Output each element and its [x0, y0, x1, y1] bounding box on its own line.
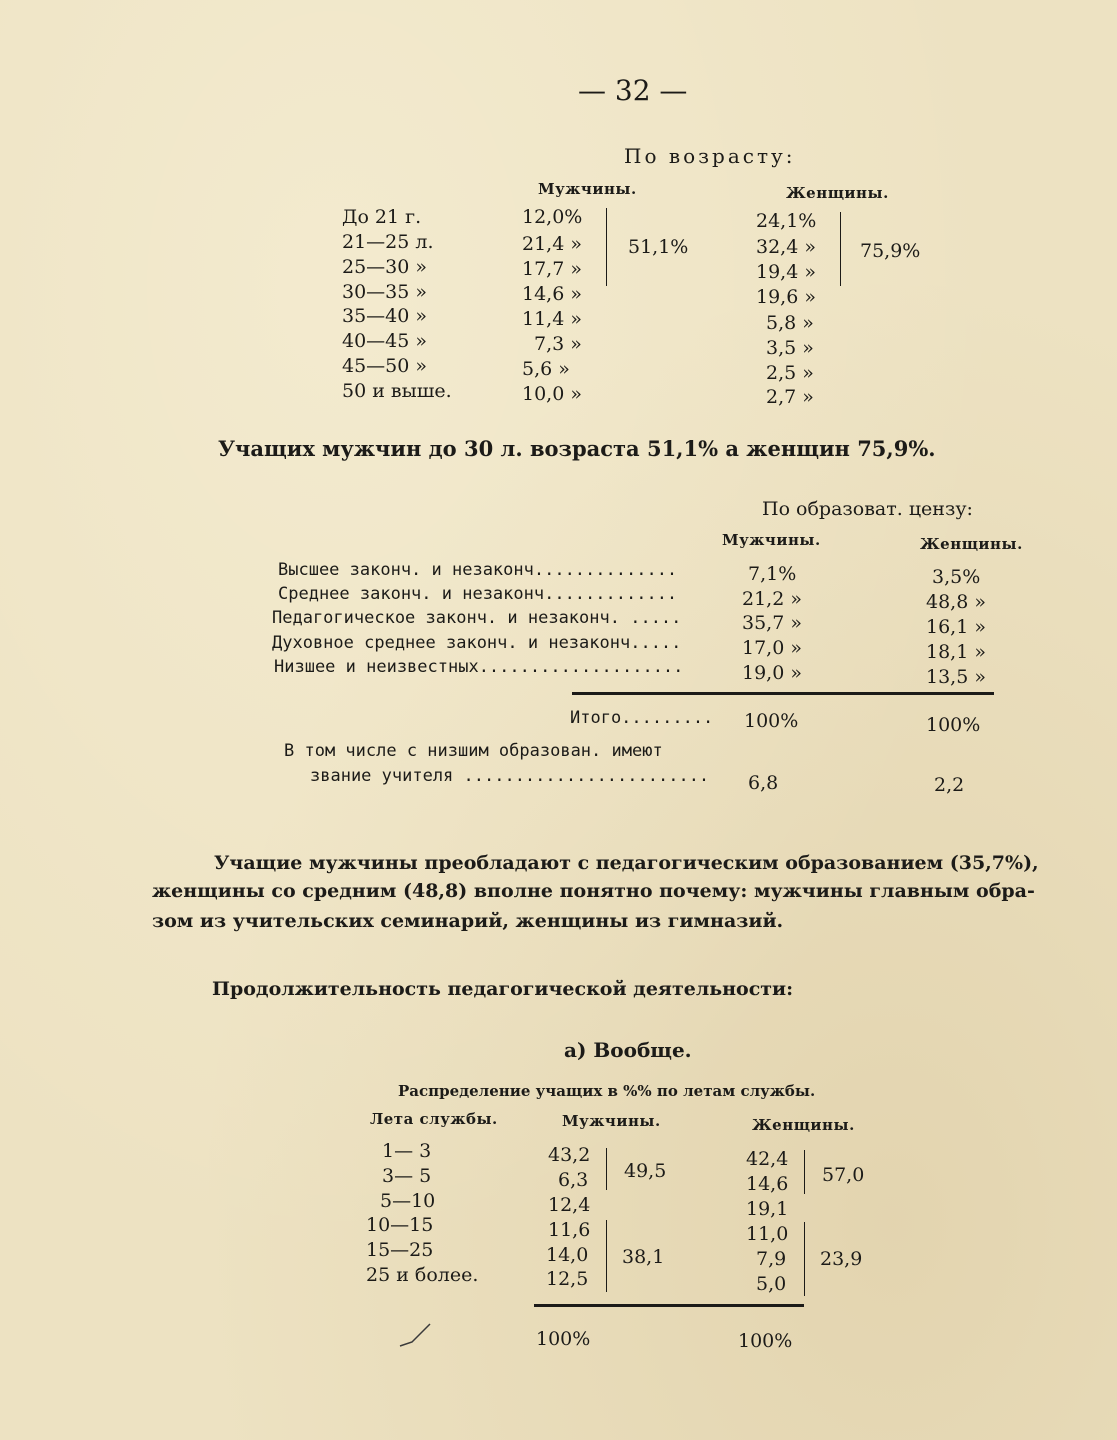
- duration-row-men: 6,3: [558, 1169, 589, 1191]
- duration-row-label: 15—25: [366, 1239, 434, 1261]
- duration-heading: Продолжительность педагогической деятельности:: [212, 978, 794, 1000]
- education-row-men: 7,1%: [748, 563, 797, 585]
- education-total-label: Итого.........: [570, 708, 714, 728]
- duration-women-brace-bottom: [798, 1222, 805, 1296]
- education-total-rule: [572, 692, 994, 695]
- age-row-label: 45—50 »: [342, 355, 428, 377]
- pencil-mark-icon: [398, 1320, 434, 1350]
- duration-men-brace-bottom: [600, 1220, 607, 1292]
- age-row-label: 30—35 »: [342, 281, 428, 303]
- page-number: — 32 —: [578, 74, 688, 107]
- education-note-men: 6,8: [748, 772, 779, 794]
- age-row-men: 12,0%: [522, 206, 583, 228]
- education-row-label: Высшее законч. и незаконч..............: [278, 560, 678, 580]
- duration-row-women: 42,4: [746, 1148, 789, 1170]
- age-row-women: 19,4 »: [756, 261, 816, 283]
- education-total-women: 100%: [926, 714, 981, 736]
- age-row-women: 5,8 »: [766, 312, 814, 334]
- age-row-women: 2,7 »: [766, 386, 814, 408]
- duration-col-women: Женщины.: [752, 1116, 855, 1134]
- age-row-men: 5,6 »: [522, 358, 570, 380]
- age-women-sum: 75,9%: [860, 240, 921, 262]
- age-row-label: 50 и выше.: [342, 380, 452, 402]
- duration-row-women: 19,1: [746, 1198, 789, 1220]
- education-row-men: 17,0 »: [742, 637, 802, 659]
- duration-women-brace-top: [798, 1150, 805, 1194]
- duration-row-women: 14,6: [746, 1173, 789, 1195]
- age-row-label: 25—30 »: [342, 256, 428, 278]
- duration-men-sum-top: 49,5: [624, 1160, 667, 1182]
- age-row-women: 3,5 »: [766, 337, 814, 359]
- duration-row-label: 5—10: [380, 1190, 436, 1212]
- age-row-men: 21,4 »: [522, 233, 582, 255]
- education-row-men: 21,2 »: [742, 588, 802, 610]
- duration-row-label: 25 и более.: [366, 1264, 479, 1286]
- duration-women-sum-bottom: 23,9: [820, 1248, 863, 1270]
- age-row-label: До 21 г.: [342, 206, 422, 228]
- education-row-men: 19,0 »: [742, 662, 802, 684]
- paragraph-line: Учащие мужчины преобладают с педагогическим образованием (35,7%),: [214, 852, 1039, 874]
- duration-row-label: 1— 3: [382, 1140, 432, 1162]
- education-note-women: 2,2: [934, 774, 965, 796]
- age-row-men: 7,3 »: [534, 333, 582, 355]
- duration-row-label: 10—15: [366, 1214, 434, 1236]
- age-row-women: 19,6 »: [756, 286, 816, 308]
- duration-subheading: а) Вообще.: [564, 1038, 692, 1062]
- duration-row-men: 43,2: [548, 1144, 591, 1166]
- education-note-line1: В том числе с низшим образован. имеют: [284, 741, 663, 761]
- duration-row-men: 14,0: [546, 1244, 589, 1266]
- duration-row-men: 11,6: [548, 1219, 591, 1241]
- age-row-men: 10,0 »: [522, 383, 582, 405]
- education-row-women: 18,1 »: [926, 641, 986, 663]
- education-row-label: Духовное среднее законч. и незаконч.....: [272, 633, 682, 653]
- age-row-men: 17,7 »: [522, 258, 582, 280]
- duration-total-rule: [534, 1304, 804, 1307]
- age-row-label: 35—40 »: [342, 305, 428, 327]
- age-row-label: 21—25 л.: [342, 231, 434, 253]
- duration-row-women: 7,9: [756, 1248, 787, 1270]
- paragraph-line: зом из учительских семинарий, женщины из гимназий.: [152, 910, 784, 932]
- duration-table-title: Распределение учащих в %% по летам службы.: [398, 1082, 816, 1100]
- duration-row-women: 11,0: [746, 1223, 789, 1245]
- education-row-men: 35,7 »: [742, 612, 802, 634]
- age-row-men: 14,6 »: [522, 283, 582, 305]
- education-row-women: 3,5%: [932, 566, 981, 588]
- duration-women-sum-top: 57,0: [822, 1164, 865, 1186]
- duration-total-men: 100%: [536, 1328, 591, 1350]
- education-col-women: Женщины.: [920, 535, 1023, 553]
- education-row-label: Педагогическое законч. и незаконч. .....: [272, 608, 682, 628]
- education-col-men: Мужчины.: [722, 531, 821, 549]
- duration-row-label: 3— 5: [382, 1165, 432, 1187]
- age-col-women: Женщины.: [786, 184, 889, 202]
- education-heading: По образоват. цензу:: [762, 498, 973, 520]
- duration-row-men: 12,4: [548, 1194, 591, 1216]
- age-men-sum: 51,1%: [628, 236, 689, 258]
- duration-row-women: 5,0: [756, 1273, 787, 1295]
- education-row-label: Среднее законч. и незаконч.............: [278, 584, 678, 604]
- duration-total-women: 100%: [738, 1330, 793, 1352]
- education-row-women: 16,1 »: [926, 616, 986, 638]
- age-col-men: Мужчины.: [538, 180, 637, 198]
- age-row-women: 2,5 »: [766, 362, 814, 384]
- education-total-men: 100%: [744, 710, 799, 732]
- duration-men-sum-bottom: 38,1: [622, 1246, 665, 1268]
- duration-row-men: 12,5: [546, 1268, 589, 1290]
- age-row-label: 40—45 »: [342, 330, 428, 352]
- age-row-women: 32,4 »: [756, 236, 816, 258]
- age-summary: Учащих мужчин до 30 л. возраста 51,1% а женщин 75,9%.: [218, 436, 936, 461]
- age-men-brace: [600, 208, 607, 286]
- age-women-brace: [834, 212, 841, 286]
- age-row-men: 11,4 »: [522, 308, 582, 330]
- education-row-women: 13,5 »: [926, 666, 986, 688]
- education-row-label: Низшее и неизвестных....................: [274, 657, 684, 677]
- education-note-line2: звание учителя ........................: [310, 766, 710, 786]
- duration-col-men: Мужчины.: [562, 1112, 661, 1130]
- education-row-women: 48,8 »: [926, 591, 986, 613]
- age-heading: По возрасту:: [624, 144, 796, 168]
- age-row-women: 24,1%: [756, 210, 817, 232]
- duration-col-years: Лета службы.: [370, 1110, 498, 1128]
- duration-men-brace-top: [600, 1148, 607, 1190]
- paragraph-line: женщины со средним (48,8) вполне понятно почему: мужчины главным обра-: [152, 880, 1035, 902]
